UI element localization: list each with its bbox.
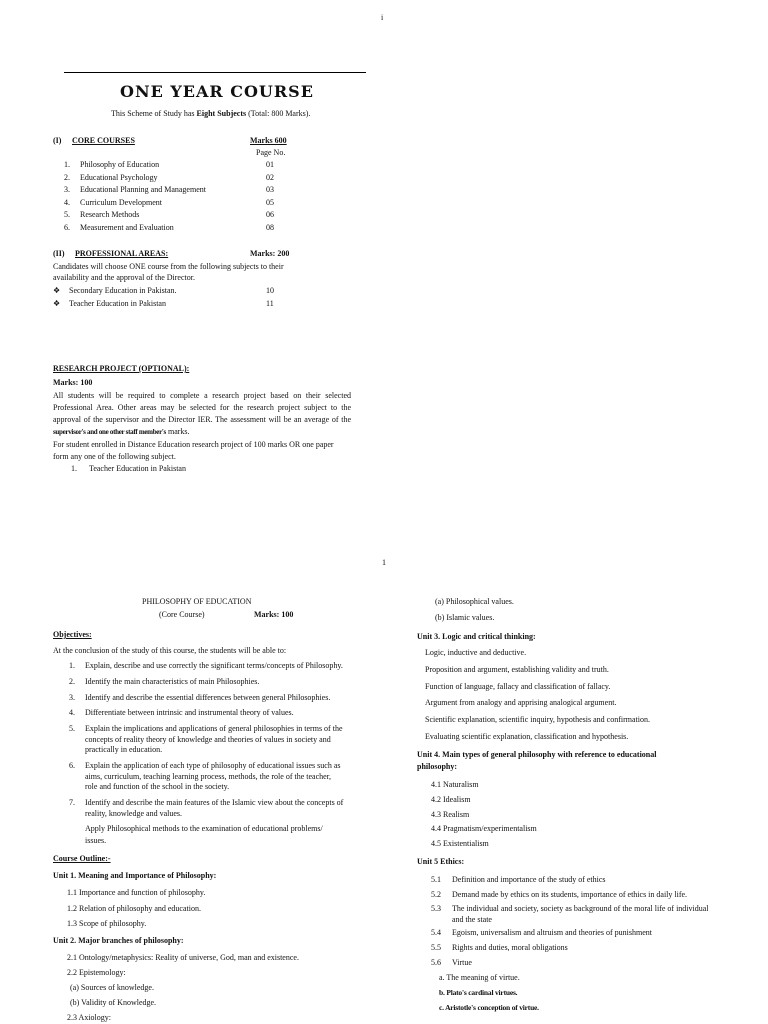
course-heading: PHILOSOPHY OF EDUCATION [142, 597, 252, 606]
page-number-2: 1 [382, 558, 386, 567]
unit3-item: Scientific explanation, scientific inquiry, hypothesis and confirmation. [425, 715, 650, 725]
professional-item-title: Teacher Education in Pakistan [69, 299, 166, 308]
course-marks: Marks: 100 [254, 610, 294, 619]
scheme-bold: Eight Subjects [196, 109, 247, 118]
core-course-page: 05 [266, 197, 274, 207]
objective-text: reality, knowledge and values. [85, 808, 183, 818]
unit4-item: 4.1 Naturalism [431, 780, 479, 789]
core-course-number: 6. [64, 222, 70, 232]
scheme-line [111, 108, 310, 120]
core-course-title: Measurement and Evaluation [80, 222, 174, 232]
unit3-item: Evaluating scientific explanation, classification and hypothesis. [425, 732, 629, 741]
research-heading: RESEARCH PROJECT (OPTIONAL): [53, 364, 190, 373]
diamond-bullet-icon: ❖ [53, 286, 61, 295]
research-line-4-rest: marks. [165, 427, 190, 436]
core-course-page: 08 [266, 222, 274, 232]
unit1-title: Unit 1. Meaning and Importance of Philosophy: [53, 871, 217, 880]
unit4-item: 4.3 Realism [431, 809, 470, 819]
unit2-item: (a) Sources of knowledge. [70, 983, 154, 992]
unit4-item: 4.5 Existentialism [431, 839, 489, 849]
objective-number: 7. [69, 798, 75, 807]
unit5-item-text: Egoism, universalism and altruism and theories of punishment [452, 928, 652, 937]
unit2-item: (b) Validity of Knowledge. [70, 998, 157, 1007]
core-marks: Marks 600 [250, 136, 287, 145]
objective-number: 5. [69, 724, 75, 733]
apply-line-1: Apply Philosophical methods to the examination of educational problems/ [85, 824, 323, 833]
outline-heading: Course Outline:- [53, 854, 111, 863]
objective-number: 4. [69, 708, 75, 717]
core-course-title: Curriculum Development [80, 197, 162, 207]
research-line: All students will be required to complete a research project based on their selected [53, 391, 351, 400]
unit3-item: Function of language, fallacy and classification of fallacy. [425, 681, 611, 691]
research-item-text: Teacher Education in Pakistan [89, 464, 186, 473]
unit2-item: 2.1 Ontology/metaphysics: Reality of universe, God, man and existence. [67, 953, 299, 962]
unit1-item: 1.1 Importance and function of philosophy. [67, 888, 206, 897]
professional-prefix: (II) [53, 249, 65, 258]
scheme-pre: This Scheme of Study has [111, 109, 197, 118]
core-prefix: (I) [53, 136, 62, 145]
research-line: approval of the supervisor and the Director IER. The assessment will be an average of the [53, 415, 351, 425]
professional-marks: Marks: 200 [250, 249, 290, 258]
objectives-intro: At the conclusion of the study of this course, the students will be able to: [53, 646, 287, 655]
objective-number: 2. [69, 677, 75, 686]
objective-text: Identify the main characteristics of main Philosophies. [85, 677, 260, 686]
professional-item-title: Secondary Education in Pakistan. [69, 286, 177, 295]
research-line-5: For student enrolled in Distance Education research project of 100 marks OR one paper [53, 440, 334, 449]
research-marks: Marks: 100 [53, 378, 93, 387]
research-item [71, 463, 186, 475]
unit2-item: 2.2 Epistemology: [67, 968, 126, 977]
virtue-item: a. The meaning of virtue. [439, 973, 520, 982]
core-course-page: 03 [266, 185, 274, 194]
course-subheading: (Core Course) [159, 610, 205, 619]
unit3-title: Unit 3. Logic and critical thinking: [417, 632, 536, 641]
core-course-number: 3. [64, 185, 70, 194]
research-line-4 [53, 426, 190, 438]
unit2-item: 2.3 Axiology: [67, 1013, 112, 1022]
page-no-label: Page No. [256, 148, 286, 157]
unit5-item-text: Rights and duties, moral obligations [452, 943, 568, 952]
objective-text: practically in education. [85, 745, 163, 754]
unit5-title: Unit 5 Ethics: [417, 857, 465, 866]
virtue-item: c. Aristotle's conception of virtue. [439, 1003, 539, 1012]
diamond-bullet-icon: ❖ [53, 299, 61, 308]
objective-text: Identify and describe the essential differences between general Philosophies. [85, 693, 331, 702]
professional-heading: PROFESSIONAL AREAS: [75, 249, 169, 258]
objective-text: concepts of reality theory of knowledge and theories of values in society and [85, 734, 331, 744]
professional-item-page: 10 [266, 286, 274, 295]
core-course-title: Educational Planning and Management [80, 185, 206, 194]
objective-text: Identify and describe the main features of the Islamic view about the concepts of [85, 798, 344, 807]
title-rule [64, 72, 366, 73]
research-item-number: 1. [71, 464, 77, 473]
unit4-item: 4.2 Idealism [431, 794, 471, 804]
unit3-item: Argument from analogy and apprising analogical argument. [425, 698, 617, 708]
unit5-item-text: Virtue [452, 958, 472, 967]
objective-text: Explain, describe and use correctly the significant terms/concepts of Philosophy. [85, 661, 343, 670]
unit5-item-number: 5.4 [431, 928, 441, 937]
objectives-heading: Objectives: [53, 630, 92, 639]
unit5-item-number: 5.5 [431, 943, 441, 952]
core-course-page: 02 [266, 172, 274, 182]
objective-text: Explain the implications and applications of general philosophies in terms of the [85, 724, 343, 733]
research-line: Professional Area. Other areas may be selected for the research project subject to the [53, 403, 351, 413]
unit2-title: Unit 2. Major branches of philosophy: [53, 936, 184, 945]
objective-text: Explain the application of each type of philosophy of educational issues such as [85, 761, 341, 770]
core-course-number: 4. [64, 197, 70, 207]
core-course-number: 5. [64, 210, 70, 219]
core-course-page: 06 [266, 210, 274, 219]
core-course-page: 01 [266, 160, 274, 169]
virtue-item: b. Plato's cardinal virtues. [439, 988, 518, 997]
axiology-value: (a) Philosophical values. [435, 597, 514, 606]
research-line-6: form any one of the following subject. [53, 452, 176, 461]
axiology-value: (b) Islamic values. [435, 612, 495, 622]
scheme-post: (Total: 800 Marks). [246, 109, 311, 118]
page-number: i [381, 13, 384, 22]
apply-line-2: issues. [85, 836, 107, 845]
core-course-number: 2. [64, 172, 70, 182]
unit1-item: 1.3 Scope of philosophy. [67, 919, 147, 928]
core-course-title: Philosophy of Education [80, 160, 160, 169]
objective-text: role and function of the school in the society. [85, 782, 230, 791]
objective-number: 3. [69, 693, 75, 702]
objective-text: Differentiate between intrinsic and instrumental theory of values. [85, 708, 294, 717]
unit5-item-text: Demand made by ethics on its students, importance of ethics in daily life. [452, 890, 688, 899]
research-line-4-bold: supervisor's and one other staff member's [53, 428, 166, 436]
unit4-title-2: philosophy: [417, 762, 458, 771]
page-title: ONE YEAR COURSE [120, 82, 314, 101]
unit5-item-number: 5.6 [431, 958, 441, 967]
unit3-item: Proposition and argument, establishing validity and truth. [425, 664, 609, 674]
unit5-item-text: and the state [452, 914, 492, 924]
core-course-number: 1. [64, 160, 70, 169]
objective-text: aims, curriculum, teaching learning process, methods, the role of the teacher, [85, 771, 332, 781]
unit5-item-number: 5.1 [431, 875, 441, 884]
core-course-title: Research Methods [80, 210, 140, 219]
unit1-item: 1.2 Relation of philosophy and education. [67, 903, 201, 913]
objective-number: 6. [69, 761, 75, 770]
professional-desc-2: availability and the approval of the Director. [53, 273, 195, 282]
unit4-title-1: Unit 4. Main types of general philosophy with reference to educational [417, 750, 657, 759]
objective-number: 1. [69, 661, 75, 670]
unit3-item: Logic, inductive and deductive. [425, 648, 527, 657]
unit4-item: 4.4 Pragmatism/experimentalism [431, 824, 537, 834]
core-course-title: Educational Psychology [80, 172, 158, 182]
professional-desc-1: Candidates will choose ONE course from the following subjects to their [53, 262, 284, 271]
unit5-item-text: The individual and society, society as background of the moral life of individual [452, 904, 709, 913]
unit5-item-number: 5.2 [431, 890, 441, 899]
professional-item-page: 11 [266, 299, 274, 308]
core-heading: CORE COURSES [72, 136, 135, 145]
unit5-item-text: Definition and importance of the study of ethics [452, 875, 606, 884]
unit5-item-number: 5.3 [431, 904, 441, 913]
